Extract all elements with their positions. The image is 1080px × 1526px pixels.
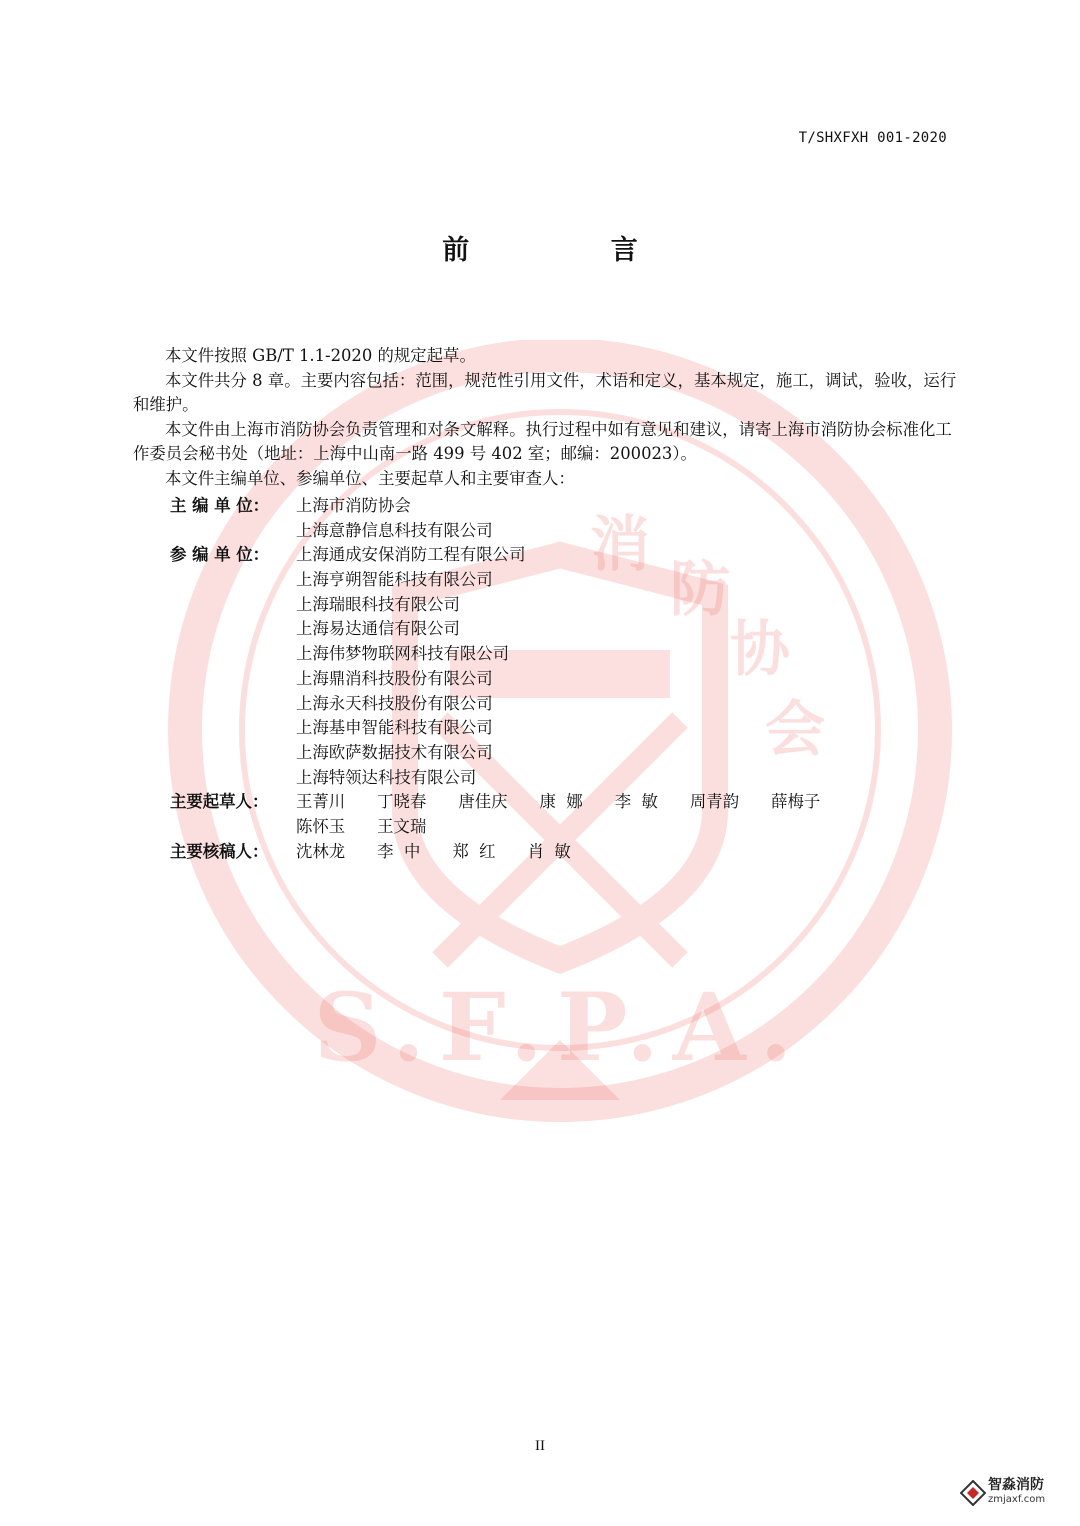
reviewer-name: 沈林龙 — [296, 841, 346, 861]
co-editor-row — [170, 593, 852, 618]
site-logo-name: 智淼消防 — [988, 1477, 1044, 1493]
watermark-text: S.F.P.A. — [313, 973, 807, 1083]
drafter-name: 康 娜 — [539, 792, 583, 812]
co-editor-unit: 上海亨朔智能科技有限公司 — [296, 570, 493, 590]
co-editor-row — [170, 766, 852, 791]
paragraph: 本文件共分 8 章。主要内容包括：范围，规范性引用文件，术语和定义，基本规定，施工，调试，验收，运行和维护。 — [133, 370, 957, 415]
chief-editor-row — [170, 519, 852, 544]
page-number: II — [535, 1438, 545, 1454]
reviewer-name: 郑 红 — [452, 841, 496, 861]
co-editor-unit: 上海通成安保消防工程有限公司 — [296, 545, 526, 565]
site-logo-url: zmjaxf.com — [988, 1494, 1046, 1505]
paragraph: 本文件按照 GB/T 1.1-2020 的规定起草。 — [165, 346, 476, 365]
watermark-seal-char: 会 — [765, 695, 825, 765]
reviewers-row — [170, 840, 852, 865]
co-editor-unit: 上海鼎消科技股份有限公司 — [296, 668, 493, 688]
drafter-name: 陈怀玉 — [296, 816, 346, 836]
paragraph: 本文件由上海市消防协会负责管理和对条文解释。执行过程中如有意见和建议，请寄上海市消防协会标准化工作委员会秘书处（地址：上海中山南一路 499 号 402 室；邮编：200023）。 — [133, 419, 952, 464]
chief-editor-row — [170, 494, 852, 519]
co-editor-label: 参 编 单 位： — [170, 545, 270, 565]
drafter-name: 王文瑞 — [377, 816, 427, 836]
page-title: 前 言 — [442, 235, 704, 266]
drafter-name: 唐佳庆 — [458, 792, 508, 812]
chief-editor-label: 主 编 单 位： — [170, 496, 270, 515]
watermark-seal-char: 消 — [590, 510, 650, 580]
chief-editor-unit: 上海市消防协会 — [296, 496, 411, 515]
reviewer-name: 肖 敏 — [527, 841, 571, 861]
diamond-logo-icon — [960, 1480, 986, 1506]
paragraph: 本文件主编单位、参编单位、主要起草人和主要审查人： — [165, 468, 575, 488]
drafter-name: 薛梅子 — [771, 792, 821, 812]
co-editor-row — [170, 716, 852, 741]
co-editor-unit: 上海欧萨数据技术有限公司 — [296, 742, 493, 762]
contributors-list — [170, 494, 852, 864]
drafters-row — [170, 815, 852, 840]
watermark-seal-char: 防 — [670, 555, 730, 625]
drafters-row — [170, 790, 852, 815]
co-editor-unit: 上海易达通信有限公司 — [296, 619, 460, 639]
drafter-name: 周青韵 — [689, 792, 740, 812]
reviewer-name: 李 中 — [377, 841, 421, 861]
site-logo — [958, 1470, 1066, 1518]
co-editor-row — [170, 617, 852, 642]
co-editor-row — [170, 568, 852, 593]
chief-editor-unit: 上海意静信息科技有限公司 — [296, 520, 493, 540]
drafter-name: 丁晓春 — [377, 792, 427, 812]
co-editor-row — [170, 543, 852, 568]
drafter-name: 李 敏 — [614, 792, 658, 812]
co-editor-row — [170, 741, 852, 766]
document-code: T/SHXFXH 001-2020 — [798, 130, 947, 146]
co-editor-unit: 上海特领达科技有限公司 — [296, 767, 477, 787]
co-editor-unit: 上海瑞眼科技有限公司 — [296, 594, 460, 614]
watermark-seal-char: 协 — [730, 615, 790, 685]
reviewers-label: 主要核稿人： — [170, 841, 269, 861]
co-editor-unit: 上海伟梦物联网科技有限公司 — [296, 644, 510, 664]
co-editor-row — [170, 642, 852, 667]
co-editor-row — [170, 667, 852, 692]
co-editor-row — [170, 692, 852, 717]
foreword-body — [133, 344, 963, 492]
co-editor-unit: 上海基申智能科技有限公司 — [296, 718, 493, 738]
drafter-name: 王菁川 — [296, 792, 346, 812]
co-editor-unit: 上海永天科技股份有限公司 — [296, 693, 493, 713]
drafters-label: 主要起草人： — [170, 792, 269, 812]
